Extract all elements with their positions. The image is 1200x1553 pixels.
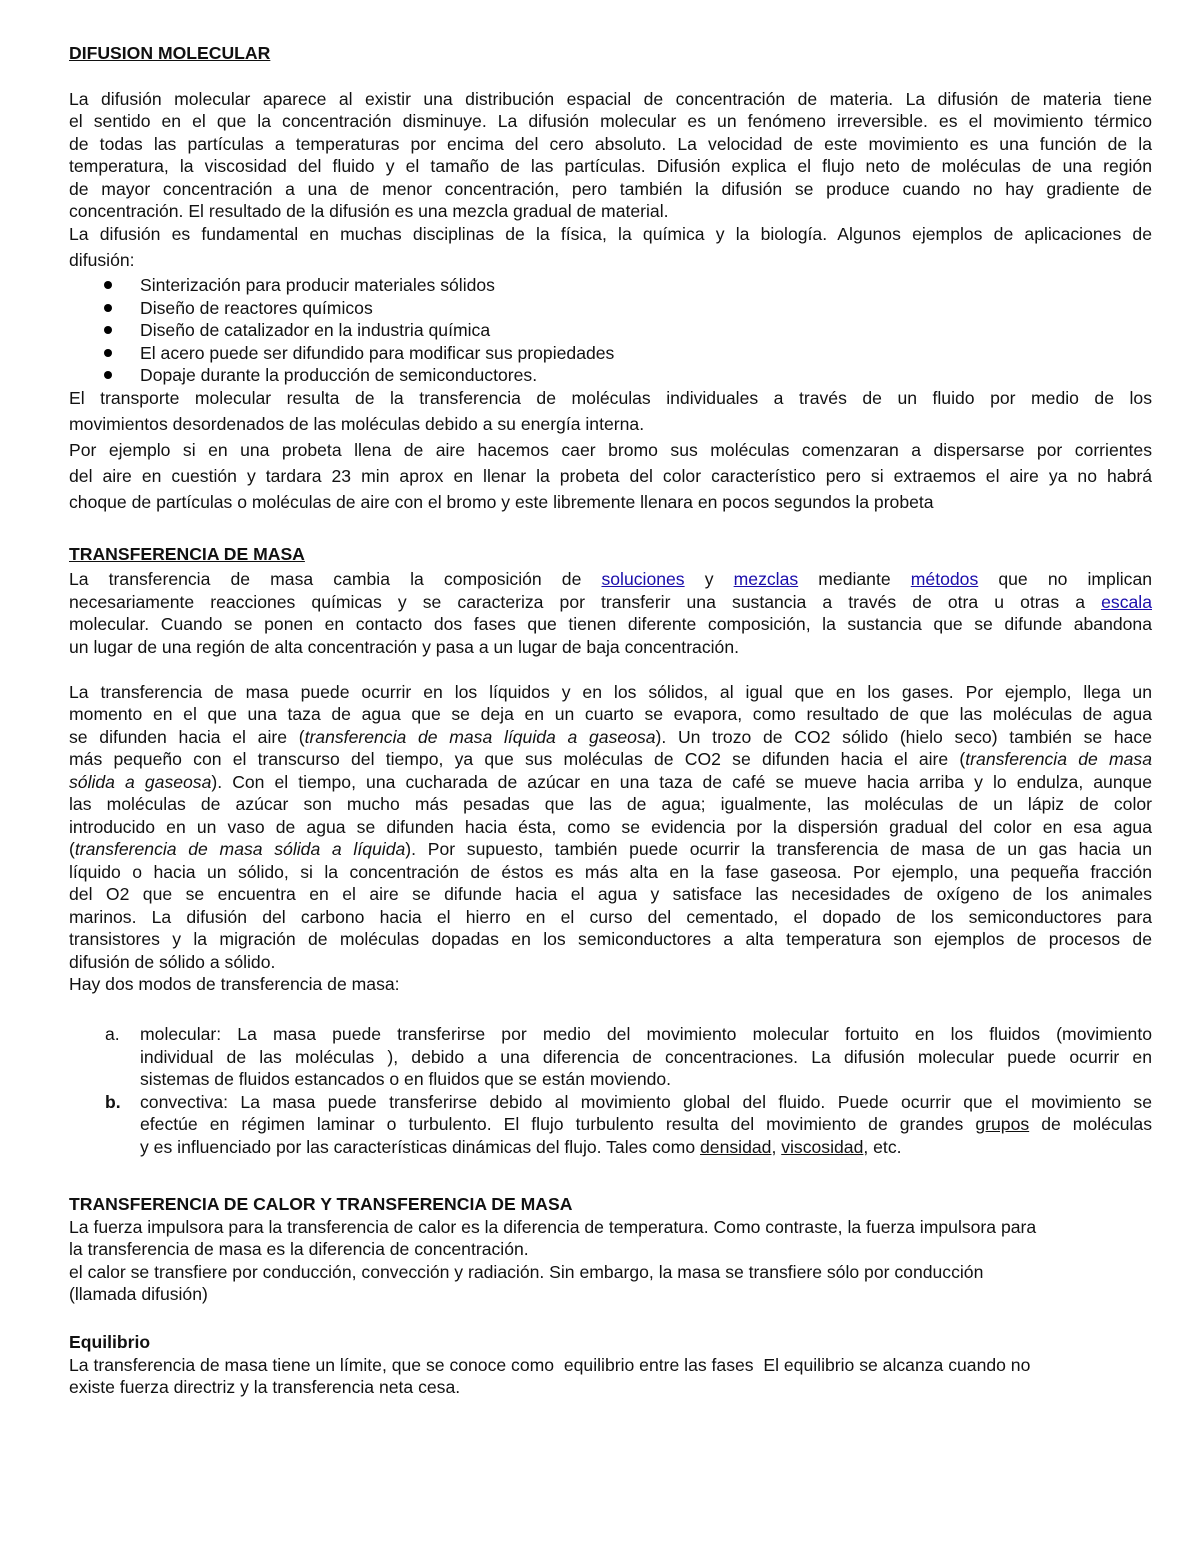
link-mezclas[interactable]: mezclas <box>733 569 799 589</box>
list-item-line: individual de las moléculas ), debido a una diferencia de concentraciones. La difusión molecular puede ocurrir en <box>140 1047 1152 1067</box>
paragraph-line: choque de partículas o moléculas de aire con el bromo y este libremente llenara en pocos segundos la probeta <box>69 492 934 512</box>
bullet-marker <box>104 326 112 334</box>
paragraph-line: Por ejemplo si en una probeta llena de aire hacemos caer bromo sus moléculas comenzaran a dispersarse por corrientes <box>69 440 1152 460</box>
paragraph-line: Hay dos modos de transferencia de masa: <box>69 974 400 994</box>
link-soluciones[interactable]: soluciones <box>601 569 685 589</box>
paragraph-line: El transporte molecular resulta de la transferencia de moléculas individuales a través de un fluido por medio de los <box>69 388 1152 408</box>
paragraph-line: difusión: <box>69 250 135 270</box>
paragraph-line: temperatura, la viscosidad del fluido y el tamaño de las partículas. Difusión explica el flujo neto de moléculas de una región <box>69 156 1152 176</box>
paragraph-line: marinos. La difusión del carbono hacia el hierro en el curso del cementado, el dopado de los semiconductores para <box>69 907 1152 927</box>
paragraph-line: necesariamente reacciones químicas y se caracteriza por transferir una sustancia a través de otra u otras a escala <box>69 592 1152 612</box>
paragraph-line: concentración. El resultado de la difusión es una mezcla gradual de material. <box>69 201 669 221</box>
heading-difusion-molecular: DIFUSION MOLECULAR <box>69 43 271 63</box>
paragraph-line: sólida a gaseosa). Con el tiempo, una cucharada de azúcar en una taza de café se mueve hacia arriba y lo endulza, aunque <box>69 772 1152 792</box>
paragraph-line: más pequeño con el transcurso del tiempo, ya que sus moléculas de CO2 se difunden hacia el aire (transferencia de masa <box>69 749 1153 769</box>
paragraph-line: se difunden hacia el aire (transferencia de masa líquida a gaseosa). Un trozo de CO2 sólido (hielo seco) también se hace <box>69 727 1153 747</box>
paragraph-line: (transferencia de masa sólida a líquida). Por supuesto, también puede ocurrir la transferencia de masa de un gas hacia un <box>69 839 1152 859</box>
bullet-marker <box>104 371 112 379</box>
list-marker-b: b. <box>105 1092 121 1112</box>
paragraph-line: molecular. Cuando se ponen en contacto dos fases que tienen diferente composición, la sustancia que se difunde abandona <box>69 614 1152 634</box>
paragraph-line: (llamada difusión) <box>69 1284 208 1304</box>
paragraph-line: movimientos desordenados de las moléculas debido a su energía interna. <box>69 414 645 434</box>
paragraph-line: La transferencia de masa tiene un límite, que se conoce como equilibrio entre las fases El equilibrio se alcanza cuando no <box>69 1355 1031 1375</box>
paragraph-line: La difusión es fundamental en muchas disciplinas de la física, la química y la biología. Algunos ejemplos de aplicaciones de <box>69 224 1152 244</box>
list-item-a: a. molecular: La masa puede transferirse por medio del movimiento molecular fortuito en los fluidos (movimiento <box>105 1024 1152 1044</box>
list-marker-a: a. <box>105 1024 120 1044</box>
bullet-item: El acero puede ser difundido para modificar sus propiedades <box>140 342 614 364</box>
paragraph-line: difusión de sólido a sólido. <box>69 952 276 972</box>
heading-equilibrio: Equilibrio <box>69 1332 151 1352</box>
list-item-line: efectúe en régimen laminar o turbulento. El flujo turbulento resulta del movimiento de grandes grupos de moléculas <box>140 1114 1153 1134</box>
bullet-marker <box>104 281 112 289</box>
bullet-item: Diseño de catalizador en la industria química <box>140 319 490 341</box>
link-densidad[interactable]: densidad <box>700 1137 772 1157</box>
bullet-item: Sinterización para producir materiales sólidos <box>140 274 495 296</box>
link-escala[interactable]: escala <box>1101 592 1152 612</box>
paragraph-line: de mayor concentración a una de menor concentración, pero también la difusión se produce cuando no hay gradiente de <box>69 179 1152 199</box>
paragraph-line: La transferencia de masa puede ocurrir en los líquidos y en los sólidos, al igual que en los gases. Por ejemplo, llega un <box>69 682 1152 702</box>
paragraph-line: líquido o hacia un sólido, si la concentración de éstos es más alta en la fase gaseosa. Por ejemplo, una pequeña fracción <box>69 862 1152 882</box>
heading-calor-y-masa: TRANSFERENCIA DE CALOR Y TRANSFERENCIA DE MASA <box>69 1194 573 1214</box>
paragraph-line: La transferencia de masa cambia la composición de soluciones y mezclas mediante métodos que no implican <box>69 569 1153 589</box>
list-item-b: b. convectiva: La masa puede transferirse debido al movimiento global del fluido. Puede ocurrir que el movimiento se <box>105 1092 1152 1112</box>
paragraph-line: existe fuerza directriz y la transferencia neta cesa. <box>69 1377 461 1397</box>
paragraph-line: La fuerza impulsora para la transferencia de calor es la diferencia de temperatura. Como contraste, la fuerza impulsora para <box>69 1217 1037 1237</box>
link-grupos[interactable]: grupos <box>975 1114 1030 1134</box>
paragraph-line: del O2 que se encuentra en el aire se difunde hacia el agua y satisface las necesidades de oxígeno de los animales <box>69 884 1152 904</box>
heading-transferencia-de-masa: TRANSFERENCIA DE MASA <box>69 544 305 564</box>
bullet-item: Diseño de reactores químicos <box>140 297 373 319</box>
list-item-line: sistemas de fluidos estancados o en fluidos que se están moviendo. <box>140 1069 672 1089</box>
bullet-marker <box>104 304 112 312</box>
bullet-item: Dopaje durante la producción de semiconductores. <box>140 364 537 386</box>
paragraph-line: momento en el que una taza de agua que se deja en un cuarto se evapora, como resultado de que las moléculas de agua <box>69 704 1152 724</box>
list-item-line: y es influenciado por las características dinámicas del flujo. Tales como densidad, viscosidad, etc. <box>140 1137 902 1157</box>
paragraph-line: La difusión molecular aparece al existir una distribución espacial de concentración de materia. La difusión de materia tiene <box>69 89 1152 109</box>
paragraph-line: el calor se transfiere por conducción, convección y radiación. Sin embargo, la masa se transfiere sólo por conducción <box>69 1262 984 1282</box>
paragraph-line: el sentido en el que la concentración disminuye. La difusión molecular es un fenómeno irreversible. es el movimiento térmico <box>69 111 1152 131</box>
paragraph-line: las moléculas de azúcar son mucho más pesadas que las de agua; igualmente, las moléculas de un lápiz de color <box>69 794 1152 814</box>
paragraph-line: la transferencia de masa es la diferencia de concentración. <box>69 1239 529 1259</box>
paragraph-line: del aire en cuestión y tardara 23 min aprox en llenar la probeta del color característico pero si extraemos el aire ya no habrá <box>69 466 1152 486</box>
link-viscosidad[interactable]: viscosidad <box>781 1137 864 1157</box>
bullet-marker <box>104 349 112 357</box>
paragraph-line: introducido en un vaso de agua se difunden hacia ésta, como se evidencia por la dispersión gradual del color en esa agua <box>69 817 1152 837</box>
paragraph-line: transistores y la migración de moléculas dopadas en los semiconductores a alta temperatura son ejemplos de procesos de <box>69 929 1152 949</box>
link-metodos[interactable]: métodos <box>910 569 979 589</box>
paragraph-line: de todas las partículas a temperaturas por encima del cero absoluto. La velocidad de este movimiento es una función de la <box>69 134 1152 154</box>
paragraph-line: un lugar de una región de alta concentración y pasa a un lugar de baja concentración. <box>69 637 740 657</box>
